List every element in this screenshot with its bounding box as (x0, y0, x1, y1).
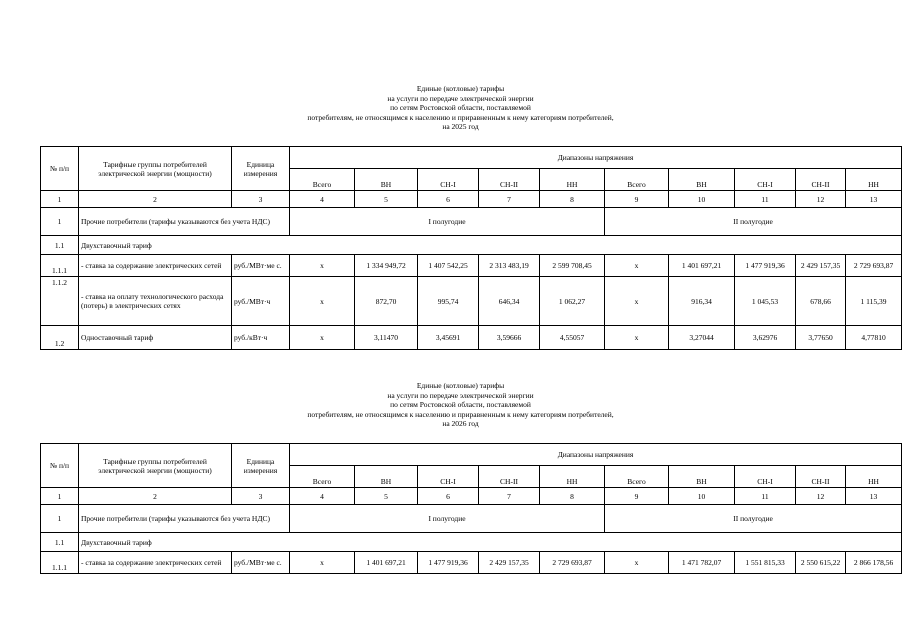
column-number: 13 (846, 191, 902, 208)
value-cell: 2 866 178,56 (846, 552, 902, 574)
value-cell: 2 729 693,87 (540, 552, 605, 574)
value-cell: х (290, 552, 355, 574)
heading-line: на услуги по передаче электрической энергии (387, 93, 534, 103)
tariff-table (40, 443, 902, 574)
value-cell: х (290, 255, 355, 277)
value-cell: 678,66 (796, 277, 846, 326)
row-unit-text: руб./МВт·ме с. (234, 557, 282, 567)
column-number: 2 (79, 488, 232, 505)
column-number: 10 (669, 488, 735, 505)
header-num: № п/п (41, 147, 79, 191)
header-sub: СН-I (418, 169, 479, 191)
heading-line: Единые (котловые) тарифы (416, 381, 505, 390)
row-label: Прочие потребители (тарифы указываются без учета НДС) (79, 505, 290, 533)
table-row (41, 277, 902, 326)
row-label-text: - ставка за содержание электрических сетей (81, 260, 222, 270)
row-num: 1 (41, 208, 79, 236)
tariff-block-2025 (40, 84, 894, 348)
header-group: Тарифные группы потребителей электрической энергии (мощности) (79, 147, 232, 191)
row-num: 1.1.2 (41, 277, 79, 326)
value-cell: 3,27044 (669, 326, 735, 350)
half-year-label: II полугодие (605, 505, 902, 533)
half-year-label: II полугодие (605, 208, 902, 236)
header-sub: ВН (669, 466, 735, 488)
column-number: 7 (479, 191, 540, 208)
header-sub: СН-I (418, 466, 479, 488)
value-cell: 2 550 615,22 (796, 552, 846, 574)
row-label: Одноставочный тариф (79, 326, 232, 350)
column-number: 12 (796, 191, 846, 208)
heading-line: на 2026 год (442, 419, 479, 429)
value-cell: 1 045,53 (735, 277, 796, 326)
column-number: 6 (418, 191, 479, 208)
column-number: 11 (735, 191, 796, 208)
table-row (41, 255, 902, 277)
header-ranges: Диапазоны напряжения (290, 147, 902, 169)
value-cell: х (290, 277, 355, 326)
row-label (79, 255, 232, 277)
value-cell: 2 599 708,45 (540, 255, 605, 277)
value-cell: 1 477 919,36 (418, 552, 479, 574)
heading-line: Единые (котловые) тарифы (416, 84, 505, 93)
row-label (79, 277, 232, 326)
header-sub: СН-I (735, 169, 796, 191)
column-number: 8 (540, 488, 605, 505)
row-unit (232, 255, 290, 277)
tariff-block-2026 (40, 381, 894, 572)
header-sub: ВН (355, 169, 418, 191)
column-number: 5 (355, 488, 418, 505)
header-group: Тарифные группы потребителей электрической энергии (мощности) (79, 444, 232, 488)
heading-line: потребителям, не относящимся к населению и приравненным к нему категориям потребителей, (307, 409, 614, 419)
row-label-text: - ставка за содержание электрических сетей (81, 557, 222, 567)
heading-line: по сетям Ростовской области, поставляемой (390, 400, 531, 410)
header-sub: СН-II (796, 169, 846, 191)
row-label-text: - ставка на оплату технологического расхода (потерь) в электрических сетях (81, 291, 224, 310)
table-row (41, 552, 902, 574)
value-cell: 4,55057 (540, 326, 605, 350)
row-num: 1.2 (41, 326, 79, 350)
header-sub: ВН (669, 169, 735, 191)
column-number: 1 (41, 191, 79, 208)
value-cell: х (290, 326, 355, 350)
row-unit: руб./МВт·ч (232, 277, 290, 326)
value-cell: 3,62976 (735, 326, 796, 350)
value-cell: 3,77650 (796, 326, 846, 350)
value-cell: 1 551 815,33 (735, 552, 796, 574)
half-year-label: I полугодие (290, 208, 605, 236)
value-cell: 1 477 919,36 (735, 255, 796, 277)
column-number: 13 (846, 488, 902, 505)
row-unit: руб./кВт·ч (232, 326, 290, 350)
column-number: 11 (735, 488, 796, 505)
column-number: 12 (796, 488, 846, 505)
header-sub: СН-I (735, 466, 796, 488)
row-num: 1.1.1 (41, 255, 79, 277)
row-unit-text: руб./МВт·ме с. (234, 260, 282, 270)
value-cell: 1 062,27 (540, 277, 605, 326)
value-cell: 916,34 (669, 277, 735, 326)
row-unit (232, 552, 290, 574)
column-number: 2 (79, 191, 232, 208)
heading-line: по сетям Ростовской области, поставляемой (390, 103, 531, 113)
column-number-row (41, 488, 902, 505)
value-cell: 3,45691 (418, 326, 479, 350)
value-cell: 1 401 697,21 (669, 255, 735, 277)
value-cell: 1 401 697,21 (355, 552, 418, 574)
value-cell: 872,70 (355, 277, 418, 326)
column-number: 1 (41, 488, 79, 505)
column-number: 4 (290, 488, 355, 505)
value-cell: 1 115,39 (846, 277, 902, 326)
header-sub: СН-II (796, 466, 846, 488)
value-cell: 1 334 949,72 (355, 255, 418, 277)
tariff-table (40, 146, 902, 350)
header-num: № п/п (41, 444, 79, 488)
row-num: 1.1 (41, 236, 79, 255)
tariff-heading (40, 381, 881, 440)
tariff-heading (40, 84, 881, 143)
two-part-row (41, 236, 902, 255)
value-cell: х (605, 255, 669, 277)
column-number: 5 (355, 191, 418, 208)
header-unit: Единица измерения (232, 147, 290, 191)
header-ranges: Диапазоны напряжения (290, 444, 902, 466)
value-cell: х (605, 277, 669, 326)
header-sub: ВН (355, 466, 418, 488)
column-number: 10 (669, 191, 735, 208)
header-unit: Единица измерения (232, 444, 290, 488)
value-cell: 995,74 (418, 277, 479, 326)
row-label: Двухставочный тариф (79, 533, 902, 552)
header-sub: Всего (605, 169, 669, 191)
column-number: 3 (232, 488, 290, 505)
value-cell: 3,11470 (355, 326, 418, 350)
value-cell: х (605, 326, 669, 350)
value-cell: 2 313 483,19 (479, 255, 540, 277)
value-cell: 3,59666 (479, 326, 540, 350)
row-label (79, 552, 232, 574)
column-number: 9 (605, 488, 669, 505)
header-sub: Всего (605, 466, 669, 488)
header-sub: СН-II (479, 466, 540, 488)
value-cell: 646,34 (479, 277, 540, 326)
value-cell: х (605, 552, 669, 574)
row-num: 1.1 (41, 533, 79, 552)
header-sub: НН (540, 466, 605, 488)
header-sub: НН (846, 466, 902, 488)
header-sub: НН (540, 169, 605, 191)
row-label: Прочие потребители (тарифы указываются без учета НДС) (79, 208, 290, 236)
value-cell: 4,77810 (846, 326, 902, 350)
column-number: 6 (418, 488, 479, 505)
column-number: 8 (540, 191, 605, 208)
value-cell: 2 729 693,87 (846, 255, 902, 277)
value-cell: 1 471 782,07 (669, 552, 735, 574)
column-number: 4 (290, 191, 355, 208)
others-row (41, 208, 902, 236)
table-row (41, 326, 902, 350)
value-cell: 2 429 157,35 (479, 552, 540, 574)
header-sub: НН (846, 169, 902, 191)
column-number: 3 (232, 191, 290, 208)
heading-line: на услуги по передаче электрической энергии (387, 390, 534, 400)
row-label: Двухставочный тариф (79, 236, 902, 255)
heading-line: на 2025 год (442, 122, 479, 132)
column-number: 7 (479, 488, 540, 505)
half-year-label: I полугодие (290, 505, 605, 533)
column-number-row (41, 191, 902, 208)
others-row (41, 505, 902, 533)
header-sub: Всего (290, 466, 355, 488)
value-cell: 2 429 157,35 (796, 255, 846, 277)
value-cell: 1 407 542,25 (418, 255, 479, 277)
column-number: 9 (605, 191, 669, 208)
row-num: 1 (41, 505, 79, 533)
heading-line: потребителям, не относящимся к населению и приравненным к нему категориям потребителей, (307, 112, 614, 122)
row-num: 1.1.1 (41, 552, 79, 574)
two-part-row (41, 533, 902, 552)
header-sub: Всего (290, 169, 355, 191)
header-sub: СН-II (479, 169, 540, 191)
